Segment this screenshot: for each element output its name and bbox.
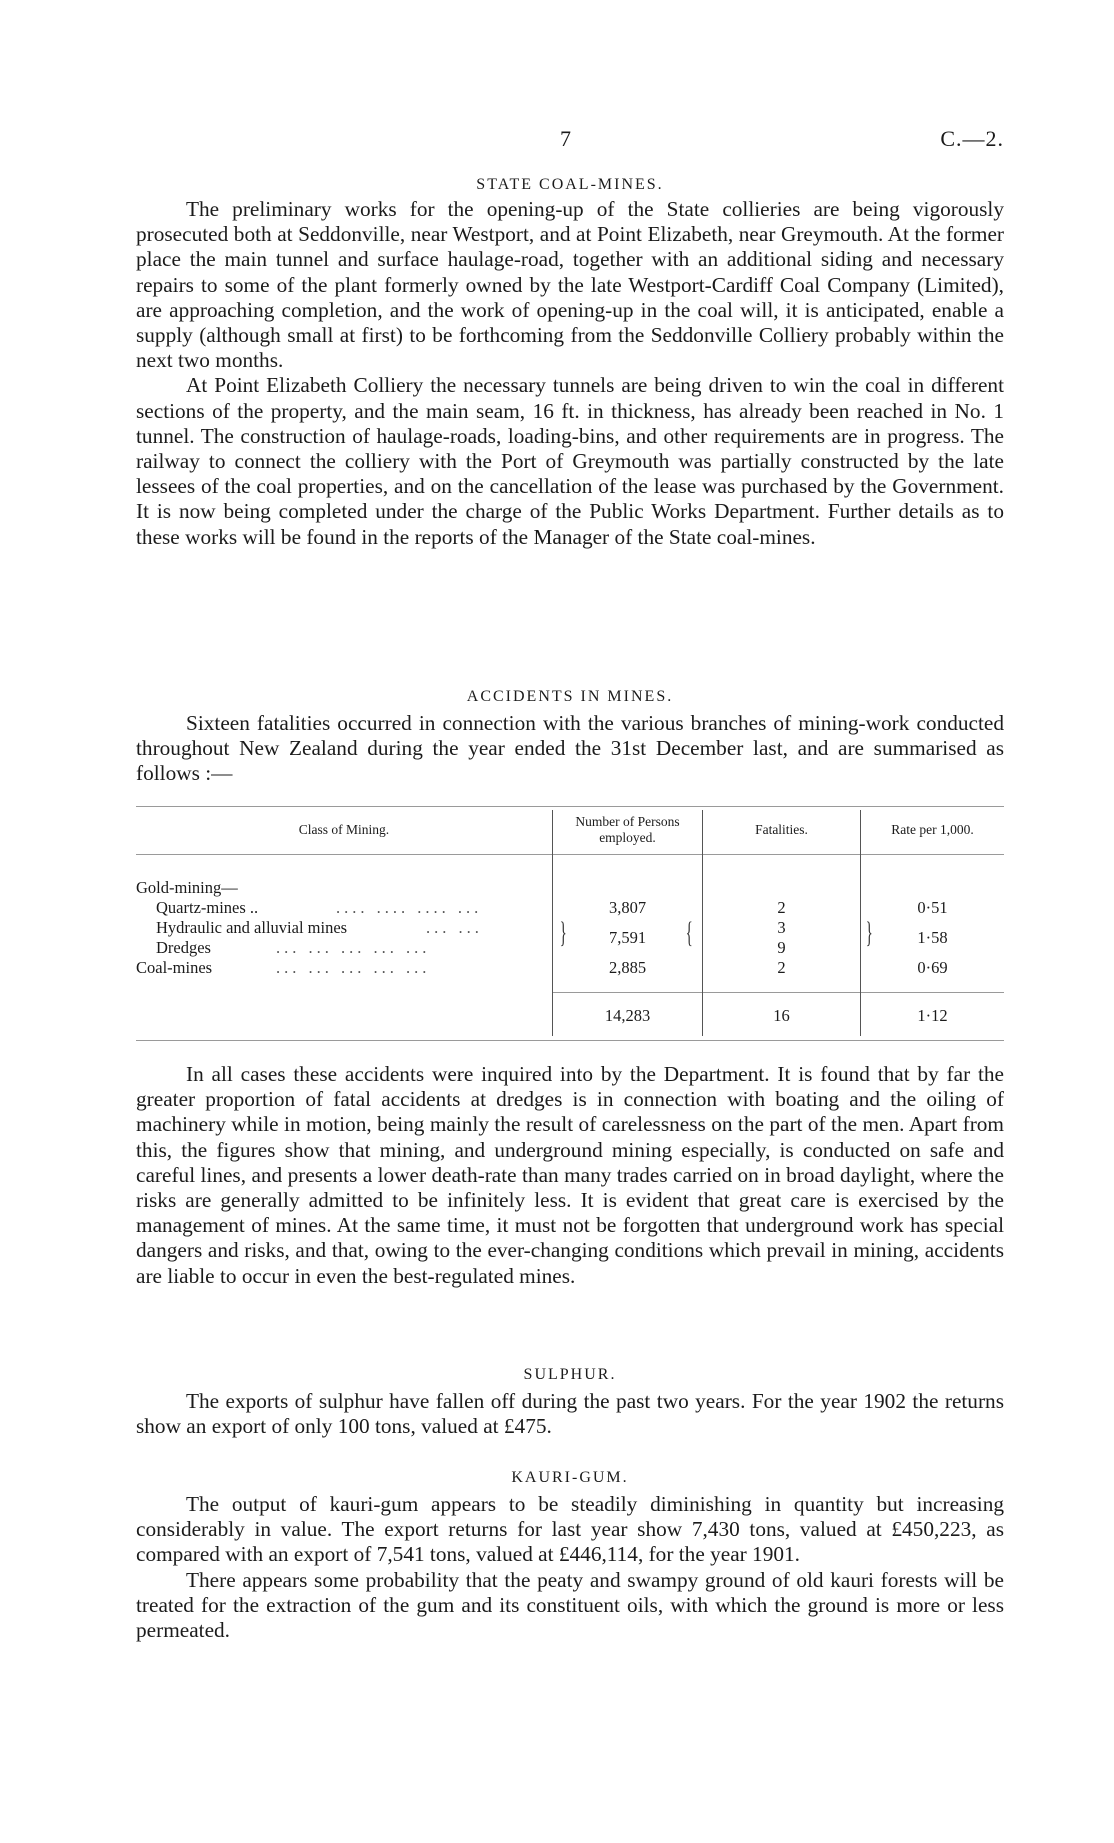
header-persons-employed-line-1: Number of Persons xyxy=(575,814,680,829)
row-gold-mining-label: Gold-mining— xyxy=(136,878,238,897)
header-class-of-mining: Class of Mining. xyxy=(298,822,390,837)
row-quartz-mines-label: Quartz-mines .. xyxy=(156,898,259,917)
combined-hydraulic-dredges-employed: 7,591 xyxy=(608,928,647,947)
table-column-divider xyxy=(860,810,861,1036)
table-bottom-rule xyxy=(136,1040,1004,1041)
page-number: 7 xyxy=(560,126,571,151)
table-top-rule xyxy=(136,806,1004,807)
table-header-rule xyxy=(136,854,1004,855)
state-coal-mines-paragraph-1: The preliminary works for the opening-up of the State collieries are being vigorously prosecuted both at Seddonville, near Westport, and at Point Elizabeth, near Greymouth. At the former place the main tunnel and surface haulage-road, together with an additional siding and necessary repairs to some of the plant formerly owned by the late Westport-Cardiff Coal Company (Limited), are approaching completion, and the work of opening-up in the coal will, it is anticipated, enable a supply (although small at first) to be forthcoming from the Seddonville Colliery probably within the next two months. xyxy=(136,197,1004,373)
header-fatalities: Fatalities. xyxy=(755,822,808,837)
row-dredges-fatalities: 9 xyxy=(777,938,786,957)
brace-symbol: } xyxy=(559,916,567,949)
state-coal-mines-section xyxy=(136,175,1004,550)
row-dredges-label: Dredges xyxy=(156,938,211,957)
accidents-section xyxy=(136,687,1004,787)
row-quartz-mines-fatalities: 2 xyxy=(777,898,786,917)
sulphur-paragraph: The exports of sulphur have fallen off during the past two years. For the year 1902 the returns show an export of only 100 tons, valued at £475. xyxy=(136,1389,1004,1439)
accidents-intro: Sixteen fatalities occurred in connection with the various branches of mining-work conducted throughout New Zealand during the year ended the 31st December last, and are summarised as follows :— xyxy=(136,711,1004,786)
dot-leader: ... ... ... ... ... xyxy=(276,938,431,957)
row-hydraulic-alluvial-label: Hydraulic and alluvial mines xyxy=(156,918,348,937)
fatalities-table xyxy=(136,806,1004,1051)
row-coal-mines-label: Coal-mines xyxy=(136,958,213,977)
row-coal-mines-rate: 0·69 xyxy=(917,958,948,977)
document-reference: C.—2. xyxy=(940,126,1004,151)
dot-leader: ... ... ... ... ... xyxy=(276,958,431,977)
row-coal-mines-employed: 2,885 xyxy=(608,958,647,977)
dot-leader: ... ... xyxy=(426,918,483,937)
kauri-gum-section xyxy=(136,1468,1004,1643)
accidents-heading: ACCIDENTS IN MINES. xyxy=(466,688,674,705)
kauri-gum-paragraph-1: The output of kauri-gum appears to be steadily diminishing in quantity but increasing considerably in value. The export returns for last year show 7,430 tons, valued at £450,223, as compared with an export of 7,541 tons, valued at £446,114, for the year 1901. xyxy=(136,1492,1004,1567)
row-quartz-mines-rate: 0·51 xyxy=(917,898,948,917)
sulphur-heading: SULPHUR. xyxy=(523,1366,617,1383)
state-coal-mines-paragraph-2: At Point Elizabeth Colliery the necessary tunnels are being driven to win the coal in different sections of the property, and the main seam, 16 ft. in thickness, has already been reached in No. 1 tunnel. The construction of haulage-roads, loading-bins, and other requirements are in progress. The railway to connect the colliery with the Port of Greymouth was partially constructed by the late lessees of the coal properties, and on the cancellation of the lease was purchased by the Government. It is now being completed under the charge of the Public Works Department. Further details as to these works will be found in the reports of the Manager of the State coal-mines. xyxy=(136,373,1004,549)
accidents-followup-paragraph: In all cases these accidents were inquired into by the Department. It is found that by far the greater proportion of fatal accidents at dredges is in connection with boating and the oiling of machinery while in motion, being mainly the result of carelessness on the part of the men. Apart from this, the figures show that mining, and underground mining especially, is conducted on safe and careful lines, and presents a lower death-rate than many trades carried on in broad daylight, where the risks are generally admitted to be infinitely less. It is evident that great care is exercised by the management of mines. At the same time, it must not be forgotten that underground work has special dangers and risks, and that, owing to the ever-changing conditions which prevail in mining, accidents are liable to occur in even the best-regulated mines. xyxy=(136,1062,1004,1288)
row-coal-mines-fatalities: 2 xyxy=(777,958,786,977)
total-rate: 1·12 xyxy=(917,1006,948,1025)
state-coal-mines-heading: STATE COAL-MINES. xyxy=(476,176,664,193)
brace-symbol: { xyxy=(685,916,693,949)
total-employed: 14,283 xyxy=(604,1006,651,1025)
kauri-gum-heading: KAURI-GUM. xyxy=(511,1469,629,1486)
header-rate-per-1000: Rate per 1,000. xyxy=(891,822,974,837)
brace-symbol: } xyxy=(865,916,873,949)
table-total-rule xyxy=(553,992,1004,993)
combined-hydraulic-dredges-rate: 1·58 xyxy=(917,928,948,947)
dot-leader: .... .... .... ... xyxy=(336,898,483,917)
accidents-followup-section xyxy=(136,1062,1004,1289)
total-fatalities: 16 xyxy=(773,1006,790,1025)
kauri-gum-paragraph-2: There appears some probability that the peaty and swampy ground of old kauri forests will be treated for the extraction of the gum and its constituent oils, with which the ground is more or less permeated. xyxy=(136,1567,1004,1643)
page-header xyxy=(0,126,1114,152)
row-hydraulic-alluvial-fatalities: 3 xyxy=(777,918,786,937)
header-persons-employed-line-2: employed. xyxy=(599,830,656,845)
sulphur-section xyxy=(136,1365,1004,1439)
row-quartz-mines-employed: 3,807 xyxy=(608,898,647,917)
